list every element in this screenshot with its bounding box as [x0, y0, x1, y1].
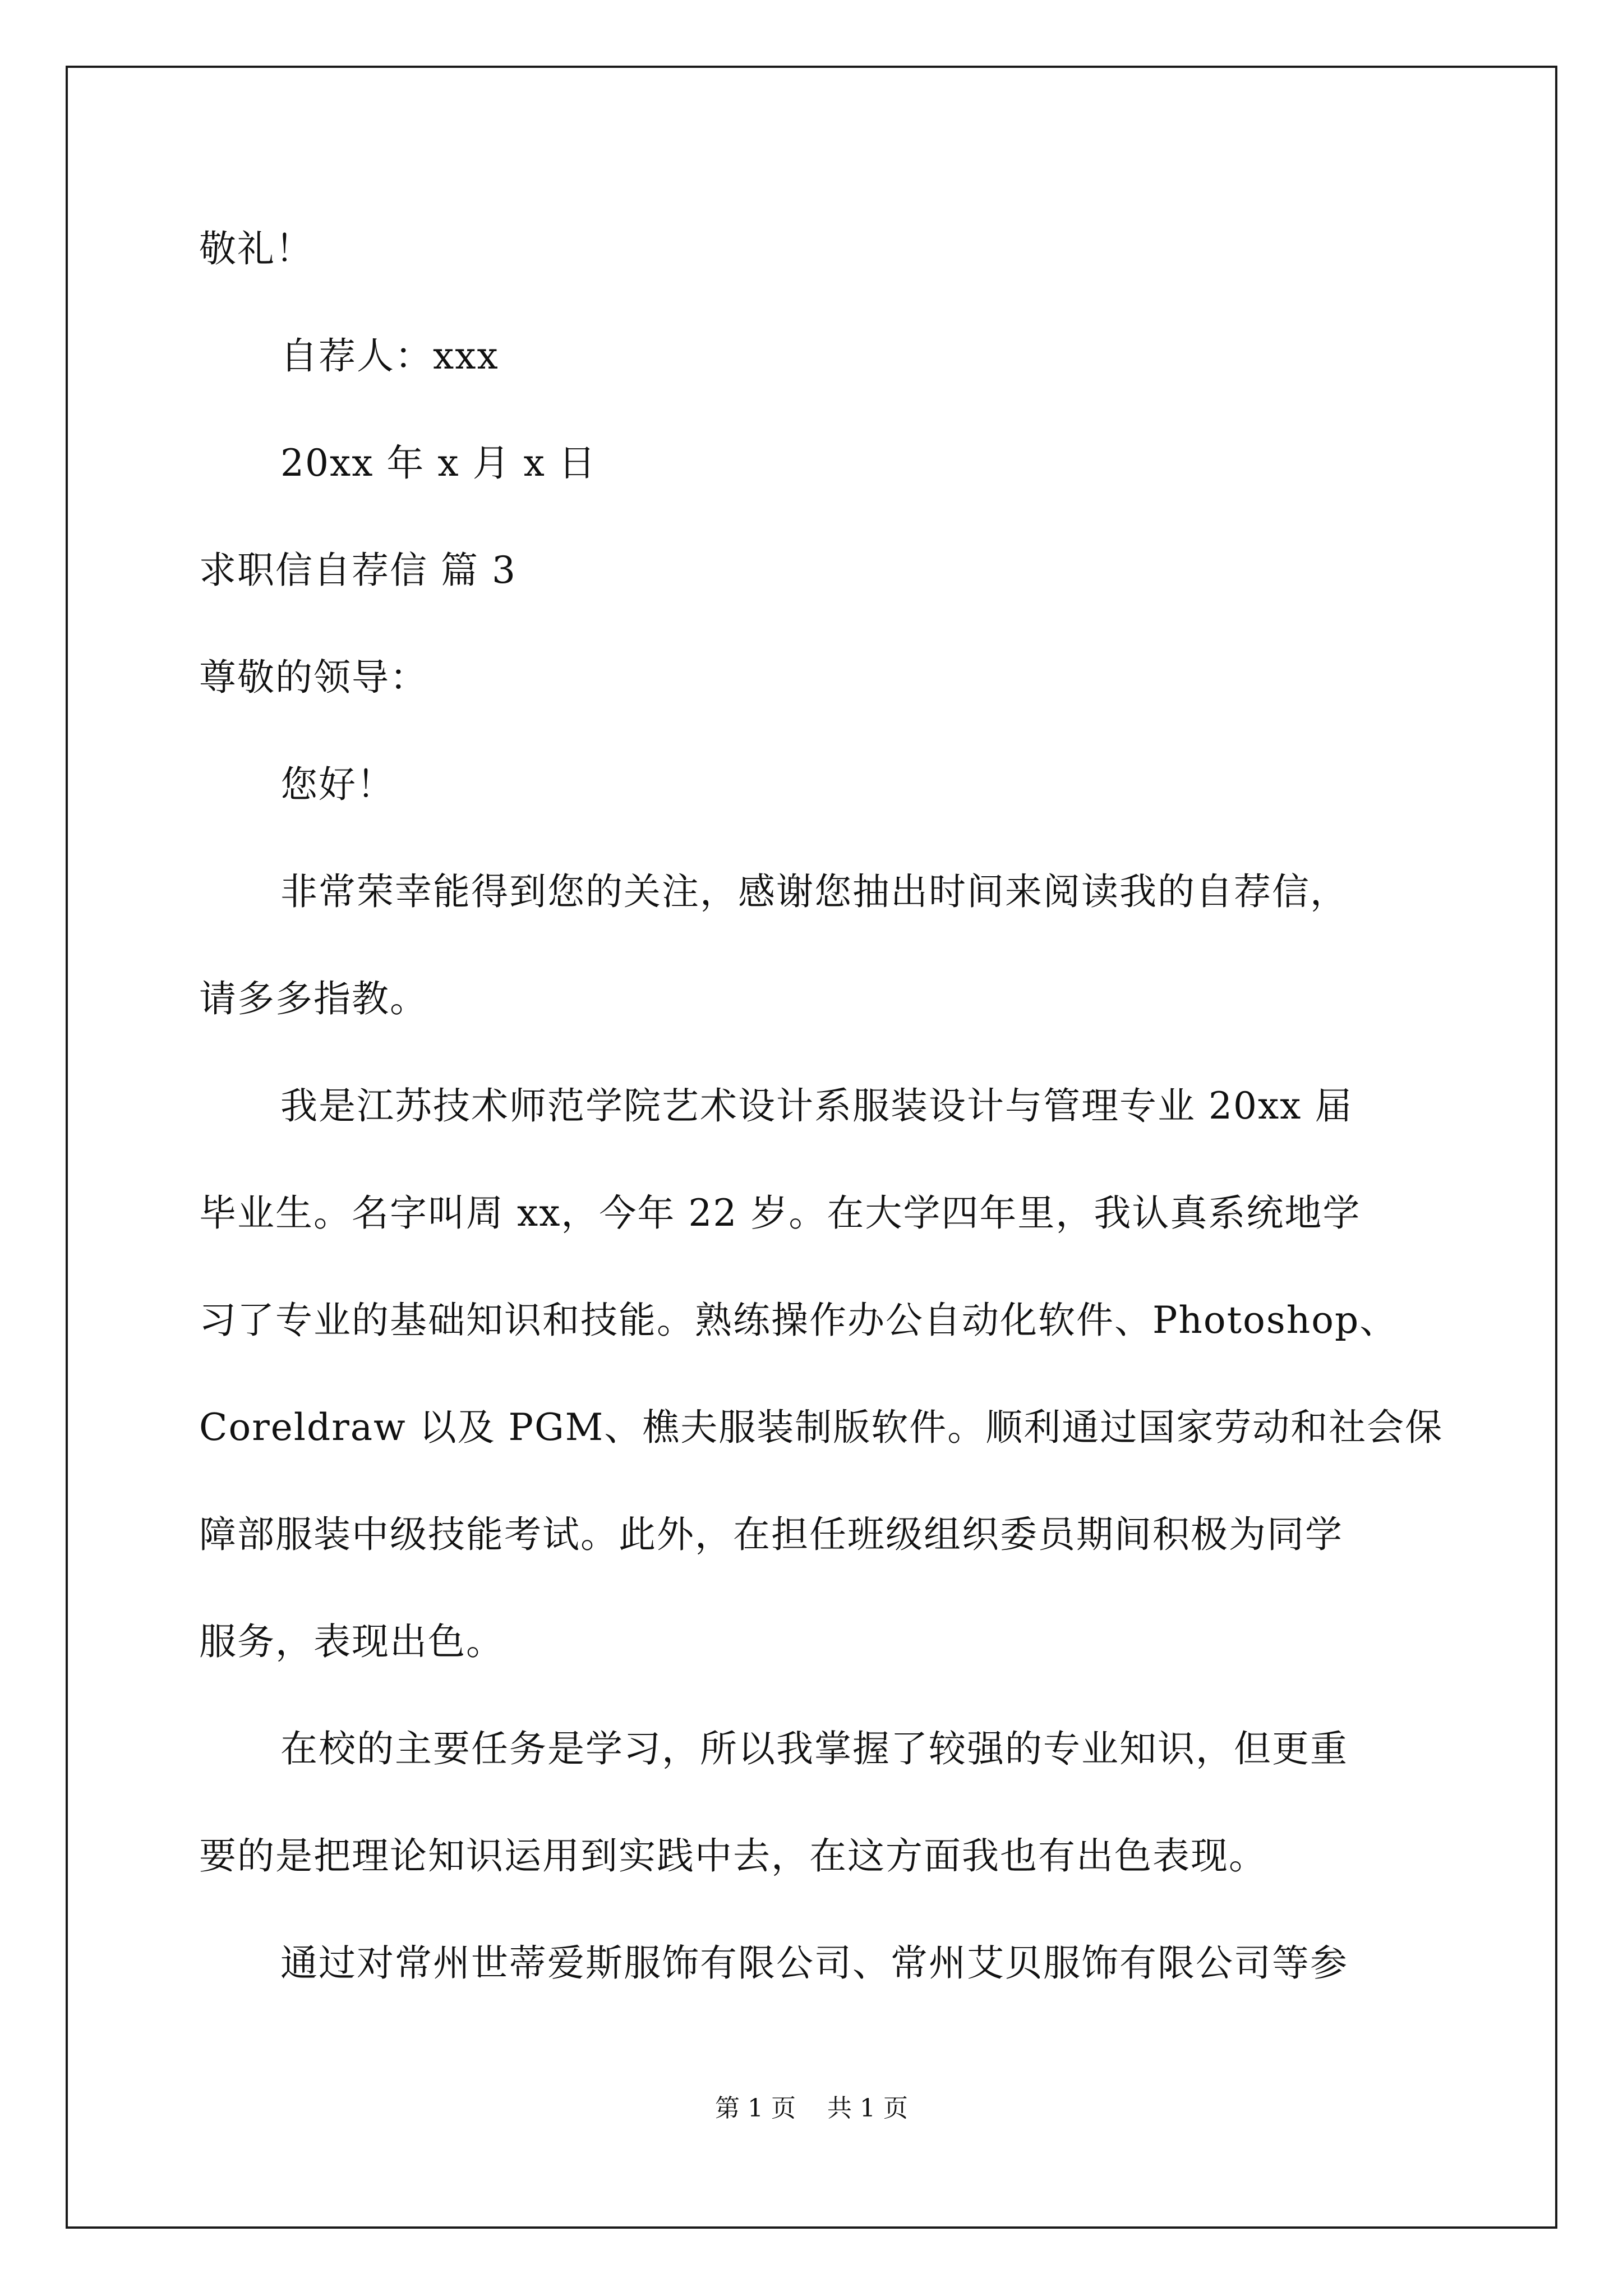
date-line: 20xx 年 x 月 x 日	[280, 441, 597, 485]
page-border	[66, 66, 1557, 2229]
page-number-current: 第 1 页	[715, 2094, 796, 2123]
paragraph-line: 毕业生。名字叫周 xx，今年 22 岁。在大学四年里，我认真系统地学	[199, 1191, 1361, 1235]
paragraph-line: 非常荣幸能得到您的关注，感谢您抽出时间来阅读我的自荐信，	[280, 870, 1348, 913]
section-heading: 求职信自荐信 篇 3	[199, 549, 517, 592]
greeting-hello: 您好！	[280, 763, 395, 806]
paragraph-line: 习了专业的基础知识和技能。熟练操作办公自动化软件、Photoshop、	[199, 1299, 1398, 1342]
paragraph-line: 请多多指教。	[199, 977, 428, 1020]
greeting: 尊敬的领导：	[199, 656, 428, 699]
paragraph-line: 服务，表现出色。	[199, 1620, 504, 1663]
signature-line: 自荐人：xxx	[280, 334, 499, 378]
paragraph-line: Coreldraw 以及 PGM、樵夫服装制版软件。顺利通过国家劳动和社会保	[199, 1406, 1444, 1449]
paragraph-line: 要的是把理论知识运用到实践中去，在这方面我也有出色表现。	[199, 1834, 1267, 1878]
closing-salutation: 敬礼！	[199, 227, 313, 270]
paragraph-line: 通过对常州世蒂爱斯服饰有限公司、常州艾贝服饰有限公司等参	[280, 1941, 1348, 1985]
page-footer	[0, 2096, 1623, 2121]
paragraph-line: 我是江苏技术师范学院艺术设计系服装设计与管理专业 20xx 届	[280, 1084, 1353, 1128]
paragraph-line: 障部服装中级技能考试。此外，在担任班级组织委员期间积极为同学	[199, 1513, 1343, 1556]
paragraph-line: 在校的主要任务是学习，所以我掌握了较强的专业知识，但更重	[280, 1727, 1348, 1770]
page-number-total: 共 1 页	[827, 2094, 908, 2123]
